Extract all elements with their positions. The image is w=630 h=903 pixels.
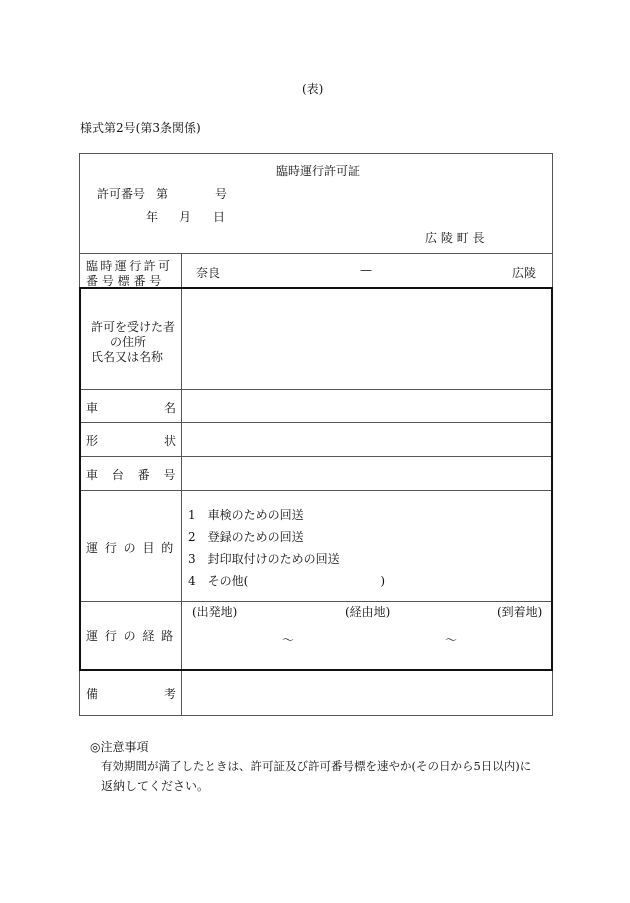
vehicle-name-label-a: 車	[86, 401, 99, 415]
route-via: (経由地)	[345, 605, 391, 619]
date-year: 年	[146, 210, 159, 224]
route-label: 運 行 の 経 路	[86, 629, 174, 643]
date-month: 月	[179, 210, 192, 224]
holder-label-line1: 許可を受けた者	[91, 320, 176, 334]
plate-right: 広陵	[512, 266, 537, 280]
permit-number-prefix: 第	[156, 187, 169, 201]
permit-title: 臨時運行許可証	[276, 164, 361, 178]
plate-label-line2: 番 号 標 番 号	[86, 274, 162, 288]
purpose-item-1: 1 車検のための回送	[188, 508, 304, 522]
purpose-item-2: 2 登録のための回送	[188, 530, 304, 544]
holder-label-line3: 氏名又は名称	[91, 350, 164, 364]
chassis-number-label: 車 台 番 号	[86, 468, 176, 482]
route-tilde-2: ～	[445, 633, 458, 647]
form-number: 様式第2号(第3条関係)	[80, 121, 201, 135]
date-day: 日	[213, 210, 226, 224]
issuer: 広 陵 町 長	[425, 231, 485, 245]
purpose-item-4: 4 その他( )	[188, 574, 385, 588]
divider-top	[79, 253, 553, 254]
route-origin: (出発地)	[192, 605, 238, 619]
plate-dash: —	[360, 263, 372, 277]
holder-label-line2: の住所	[110, 335, 147, 349]
notes-line-2: 返納してください。	[101, 779, 210, 793]
plate-label-line1: 臨時運行許可	[86, 259, 173, 273]
permit-number-label: 許可番号	[97, 187, 146, 201]
vehicle-name-label-b: 名	[164, 401, 177, 415]
route-destination: (到着地)	[497, 605, 543, 619]
route-tilde-1: ～	[282, 633, 295, 647]
side-label: (表)	[302, 82, 324, 96]
permit-number-suffix: 号	[215, 187, 228, 201]
purpose-label: 運 行 の 目 的	[86, 541, 174, 555]
notes-line-1: 有効期間が満了したときは、許可証及び許可番号標を速やか(その日から5日以内)に	[101, 759, 532, 773]
remarks-label-a: 備	[86, 687, 99, 701]
notes-heading: ◎注意事項	[90, 740, 149, 754]
vehicle-shape-label-a: 形	[86, 434, 99, 448]
purpose-item-3: 3 封印取付けのための回送	[188, 552, 340, 566]
plate-left: 奈良	[196, 266, 221, 280]
remarks-label-b: 考	[164, 687, 177, 701]
vehicle-shape-label-b: 状	[164, 434, 177, 448]
